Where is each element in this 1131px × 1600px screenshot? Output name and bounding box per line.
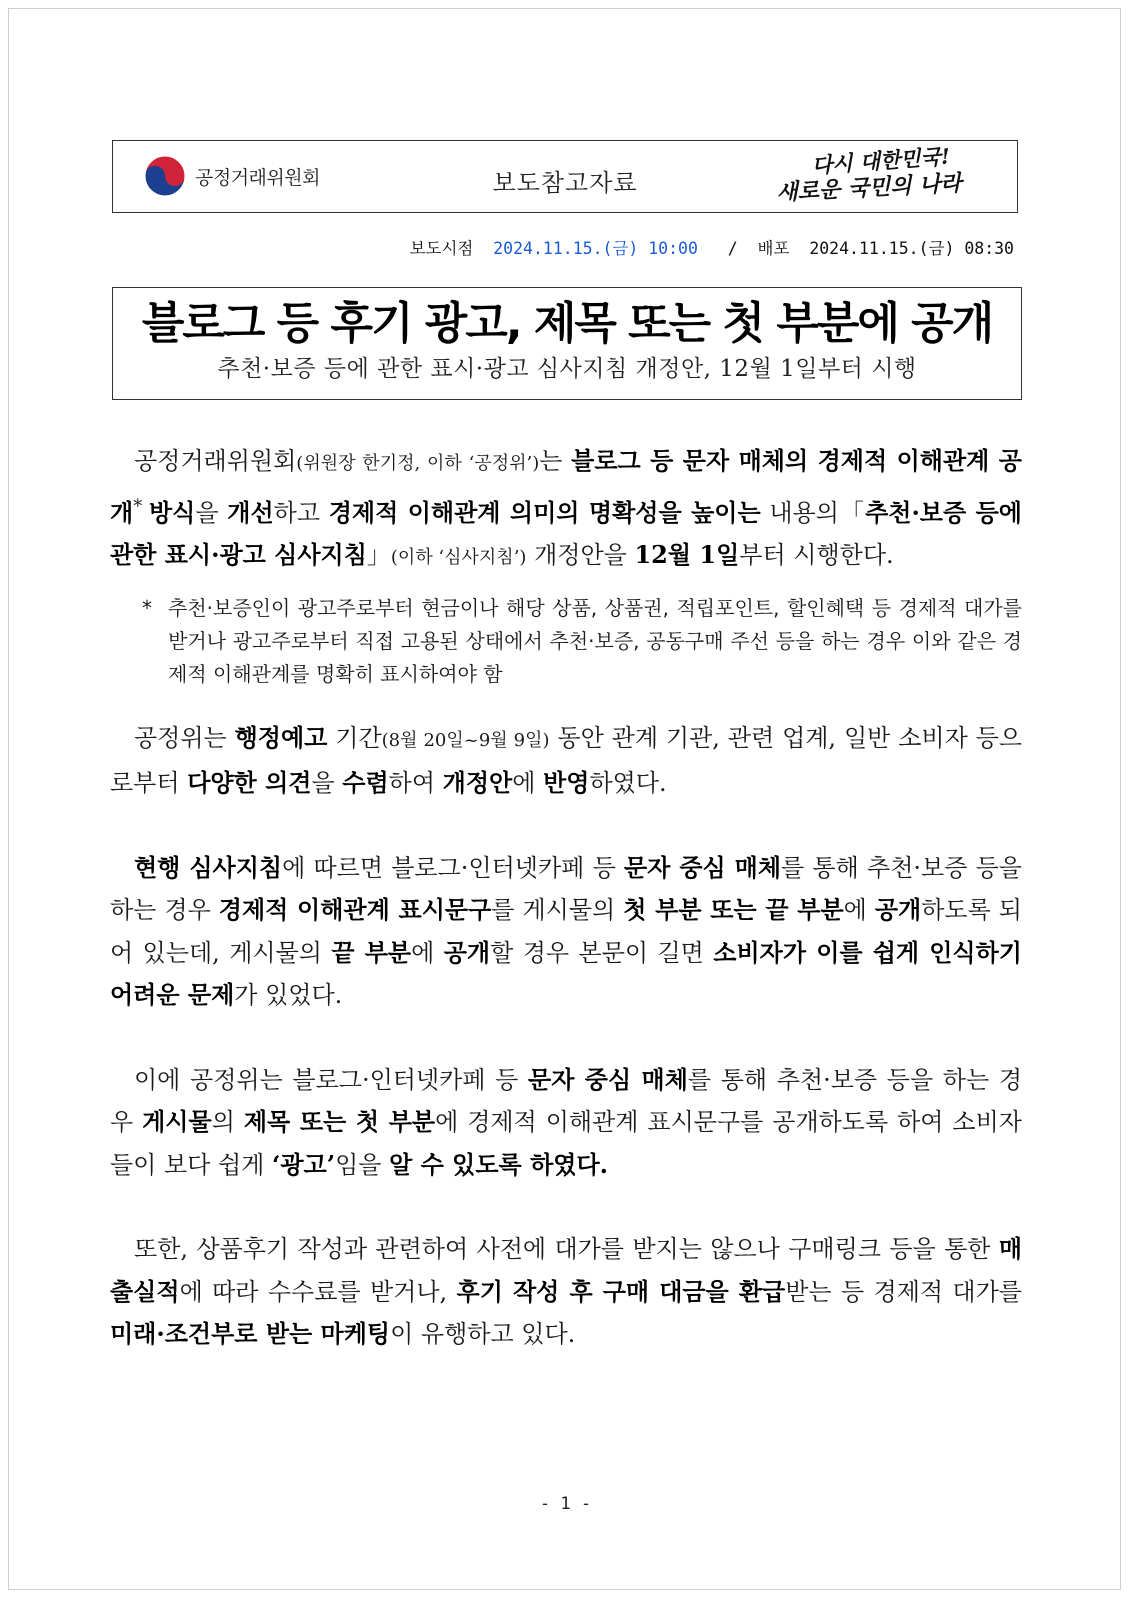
footnote-mark: * xyxy=(133,495,149,517)
distribution-label: 배포 xyxy=(757,239,790,258)
emphasis: 추천·보증 등에 관한 표시·광고 심사지침 xyxy=(110,497,1022,569)
footnote-marker: * xyxy=(142,595,152,620)
document-type: 보도참고자료 xyxy=(492,169,638,197)
emphasis: 소비자가 이를 쉽게 인식하기 어려운 문제 xyxy=(110,937,1022,1009)
text-run: 에 따르면 블로그·인터넷카페 등 xyxy=(282,853,624,882)
emphasis: 개선 xyxy=(227,497,274,527)
title-box xyxy=(112,287,1022,400)
text-run: 또한, 상품후기 작성과 관련하여 사전에 대가를 받지는 않으나 구매링크 등을 통한 xyxy=(134,1235,999,1263)
emphasis: 12월 1일 xyxy=(634,540,740,569)
spacer xyxy=(110,805,1022,847)
text-run: 하고 xyxy=(273,498,329,527)
slogan-line-1: 다시 대한민국! xyxy=(811,143,951,178)
text-run: 가 있었다. xyxy=(234,981,343,1009)
emphasis: 끝 부분 xyxy=(331,937,412,967)
press-header xyxy=(112,140,1018,213)
release-separator: / xyxy=(727,239,738,258)
text-run: 받는 등 경제적 대가를 xyxy=(785,1277,1022,1306)
emphasis: 개정안 xyxy=(442,768,513,797)
text-run: 부터 시행한다. xyxy=(739,541,894,569)
text-run: 을 xyxy=(311,769,343,797)
emphasis: 경제적 이해관계 표시문구 xyxy=(218,895,492,924)
emphasis: 행정예고 xyxy=(234,722,328,752)
text-run: 에 경제적 이해관계 표시문구를 공개하도록 하여 소비자들이 보다 쉽게 xyxy=(110,1108,1022,1179)
text-run: 에 xyxy=(512,769,544,797)
emphasis: 반영 xyxy=(543,768,590,797)
emphasis: ‘광고’ xyxy=(272,1149,336,1179)
text-run: 를 통해 추천·보증 등을 하는 경우 xyxy=(110,1065,1022,1136)
text-run: 를 통해 추천·보증 등을 하는 경우 xyxy=(110,853,1022,924)
emphasis: 미래·조건부로 받는 마케팅 xyxy=(110,1319,391,1348)
text-run: 공정거래위원회 xyxy=(134,447,297,475)
release-datetime: 2024.11.15.(금) 10:00 xyxy=(493,239,698,258)
release-label: 보도시점 xyxy=(409,239,474,258)
subheadline: 추천·보증 등에 관한 표시·광고 심사지침 개정안, 12월 1일부터 시행 xyxy=(217,356,917,382)
emphasis: 알 수 있도록 하였다. xyxy=(389,1149,608,1179)
paragraph-1 xyxy=(110,440,1022,580)
text-run: 하였다. xyxy=(589,769,667,797)
emphasis: 경제적 이해관계 의미의 명확성을 높이는 xyxy=(328,497,761,527)
emphasis: 매출실적 xyxy=(110,1234,1022,1306)
text-run: 에 xyxy=(843,896,875,924)
text-run: 기간 xyxy=(327,723,382,752)
emphasis: 게시물 xyxy=(142,1107,212,1136)
spacer xyxy=(110,1017,1022,1059)
paragraph-2 xyxy=(110,717,1022,805)
text-run: (8월 20일~9월 9일) xyxy=(381,729,550,751)
text-run: 을 xyxy=(195,498,228,527)
footnote xyxy=(142,592,1022,691)
emphasis: 공개 xyxy=(443,937,491,967)
emphasis: 문자 중심 매체 xyxy=(624,852,782,882)
text-run: 에 xyxy=(411,938,444,967)
text-run: 의 xyxy=(211,1108,244,1136)
emphasis: 문자 중심 매체 xyxy=(528,1064,688,1094)
text-run: 를 게시물의 xyxy=(491,896,624,924)
headline: 블로그 등 후기 광고, 제목 또는 첫 부분에 공개 xyxy=(141,298,993,349)
emphasis: 현행 심사지침 xyxy=(134,852,283,882)
emphasis: 방식 xyxy=(149,497,196,527)
paragraph-3 xyxy=(110,847,1022,1017)
text-run: 하도록 되어 있는데, 게시물의 xyxy=(110,896,1022,967)
agency-name: 공정거래위원회 xyxy=(195,166,320,189)
paragraph-5 xyxy=(110,1228,1022,1356)
emphasis: 블로그 등 문자 매체의 경제적 이해관계 공개 xyxy=(110,446,1022,527)
text-run: 」 xyxy=(366,541,391,569)
text-run: 이에 공정위는 블로그·인터넷카페 등 xyxy=(134,1065,529,1094)
slogan-line-2: 새로운 국민의 나라 xyxy=(775,170,963,206)
footnote-text: 추천·보증인이 광고주로부터 현금이나 해당 상품, 상품권, 적립포인트, 할인혜택 등 경제적 대가를 받거나 광고주로부터 직접 고용된 상태에서 추천·보증, 공동구매 주선 등을 하는 경우 이와 같은 경제적 이해관계를 명확히 표시하여야 함 xyxy=(168,595,1022,686)
text-run: 할 경우 본문이 길면 xyxy=(490,938,714,967)
text-run: 하여 xyxy=(388,769,443,797)
release-info xyxy=(410,235,1014,259)
text-run: 에 따라 수수료를 받거나, xyxy=(179,1277,457,1306)
emphasis: 공개 xyxy=(874,895,922,924)
government-slogan xyxy=(769,143,969,206)
emphasis: 첫 부분 또는 끝 부분 xyxy=(623,895,844,924)
emphasis: 제목 또는 첫 부분 xyxy=(243,1107,436,1136)
paragraph-4 xyxy=(110,1059,1022,1187)
emphasis: 후기 작성 후 구매 대금을 환급 xyxy=(456,1276,786,1306)
article-body xyxy=(110,440,1022,1356)
text-run: 동안 관계 기관, 관련 업계, 일반 소비자 등으로부터 xyxy=(110,723,1023,797)
emphasis: 수렴 xyxy=(342,768,389,797)
page-number: - 1 - xyxy=(539,1494,592,1514)
text-run: 공정위는 xyxy=(134,723,235,752)
text-run: 내용의「 xyxy=(760,498,866,527)
text-run: 개정안을 xyxy=(526,541,635,569)
text-run: 이 유행하고 있다. xyxy=(390,1320,576,1348)
distribution-datetime: 2024.11.15.(금) 08:30 xyxy=(809,239,1014,258)
spacer xyxy=(110,1186,1022,1228)
text-run: 는 xyxy=(539,447,572,475)
text-run: (위원장 한기정, 이하 ‘공정위’) xyxy=(296,453,540,474)
text-run: (이하 ‘심사지침’) xyxy=(390,547,527,568)
text-run: 임을 xyxy=(335,1150,390,1179)
emphasis: 다양한 의견 xyxy=(187,768,312,797)
